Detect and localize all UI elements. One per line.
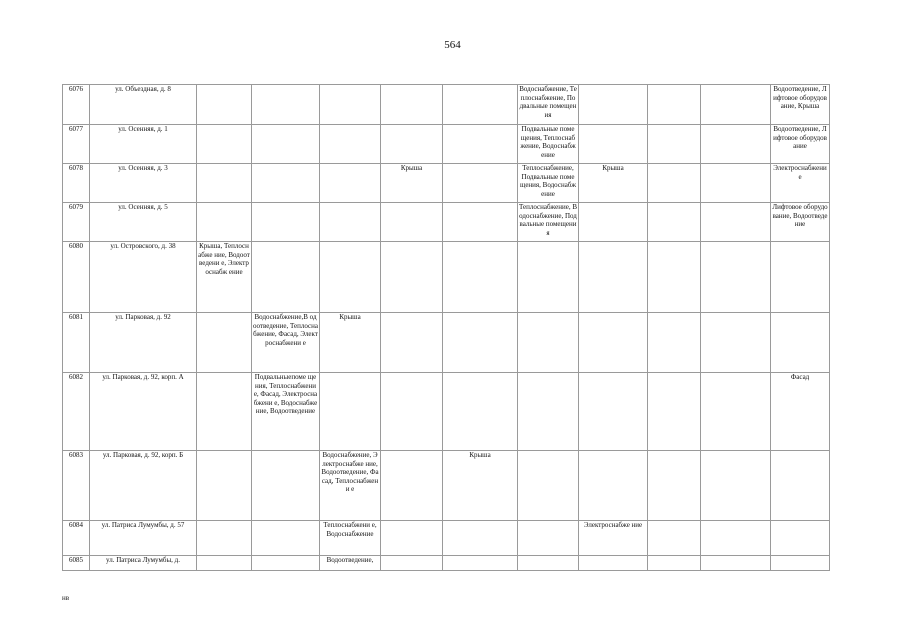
table-row	[63, 556, 889, 571]
address-cell: ул. Парковая, д. 92, корп. Б	[90, 451, 197, 521]
work-type-cell	[252, 125, 320, 164]
table-row	[63, 451, 889, 521]
repair-schedule-table	[62, 84, 889, 571]
row-number-cell: 6078	[63, 164, 90, 203]
work-type-cell	[579, 203, 648, 242]
work-type-cell	[320, 242, 381, 313]
address-cell: ул. Объездная, д. 8	[90, 85, 197, 125]
row-number-cell: 6080	[63, 242, 90, 313]
work-type-cell	[771, 242, 830, 313]
work-type-cell	[518, 451, 579, 521]
work-type-cell	[701, 242, 771, 313]
row-number-cell: 6082	[63, 373, 90, 451]
address-cell: ул. Патриса Лумумбы, д.	[90, 556, 197, 571]
work-type-cell	[381, 313, 443, 373]
work-type-cell: Крыша	[320, 313, 381, 373]
work-type-cell	[701, 313, 771, 373]
address-cell: ул. Островского, д. 38	[90, 242, 197, 313]
work-type-cell: Водоотведение,	[320, 556, 381, 571]
work-type-cell: Водоснабжение, Теплоснабжение, Подвальные помещения	[518, 85, 579, 125]
work-type-cell	[197, 373, 252, 451]
work-type-cell	[579, 373, 648, 451]
work-type-cell: Водоснабжение,В одоотведение, Теплоснабжение, Фасад, Электроснабжени е	[252, 313, 320, 373]
work-type-cell	[771, 521, 830, 556]
work-type-cell: Электроснабже ние	[579, 521, 648, 556]
address-cell: ул. Осенняя, д. 5	[90, 203, 197, 242]
work-type-cell: Фасад	[771, 373, 830, 451]
work-type-cell: Подвальныепоме щения, Теплоснабжение, Фасад, Электроснабжени е, Водоснабжение, Водоотведение	[252, 373, 320, 451]
work-type-cell: Крыша	[443, 451, 518, 521]
work-type-cell	[320, 203, 381, 242]
work-type-cell	[443, 521, 518, 556]
work-type-cell	[648, 242, 701, 313]
work-type-cell	[701, 521, 771, 556]
address-cell: ул. Осенняя, д. 3	[90, 164, 197, 203]
work-type-cell	[701, 556, 771, 571]
row-number-cell: 6079	[63, 203, 90, 242]
work-type-cell	[443, 85, 518, 125]
work-type-cell	[381, 203, 443, 242]
work-type-cell: Крыша, Теплоснабже ние, Водоотведени е, Электроснабж ение	[197, 242, 252, 313]
work-type-cell	[579, 125, 648, 164]
work-type-cell	[701, 373, 771, 451]
row-number-cell: 6077	[63, 125, 90, 164]
work-type-cell: Крыша	[381, 164, 443, 203]
work-type-cell	[252, 164, 320, 203]
work-type-cell	[381, 373, 443, 451]
table-row	[63, 242, 889, 313]
row-number-cell: 6084	[63, 521, 90, 556]
work-type-cell: Теплоснабжение, Водоснабжение, Подвальные помещения	[518, 203, 579, 242]
work-type-cell	[579, 85, 648, 125]
work-type-cell	[771, 556, 830, 571]
work-type-cell	[648, 556, 701, 571]
work-type-cell	[320, 125, 381, 164]
work-type-cell	[197, 521, 252, 556]
work-type-cell	[771, 451, 830, 521]
row-number-cell: 6076	[63, 85, 90, 125]
work-type-cell	[771, 313, 830, 373]
work-type-cell	[443, 556, 518, 571]
address-cell: ул. Парковая, д. 92	[90, 313, 197, 373]
work-type-cell	[381, 125, 443, 164]
work-type-cell: Водоотведение, Лифтовое оборудование	[771, 125, 830, 164]
address-cell: ул. Парковая, д. 92, корп. А	[90, 373, 197, 451]
work-type-cell	[197, 203, 252, 242]
work-type-cell: Водоснабжение, Электроснабже ние, Водоотведение, Фасад, Теплоснабжени е	[320, 451, 381, 521]
table-row	[63, 373, 889, 451]
work-type-cell	[320, 164, 381, 203]
work-type-cell	[197, 85, 252, 125]
work-type-cell	[252, 451, 320, 521]
work-type-cell: Водоотведение, Лифтовое оборудование, Крыша	[771, 85, 830, 125]
work-type-cell	[197, 556, 252, 571]
work-type-cell: Электроснабжение	[771, 164, 830, 203]
work-type-cell	[648, 313, 701, 373]
work-type-cell	[443, 242, 518, 313]
work-type-cell	[579, 451, 648, 521]
work-type-cell	[579, 313, 648, 373]
work-type-cell	[648, 125, 701, 164]
footer-mark: нв	[62, 594, 70, 602]
work-type-cell	[381, 556, 443, 571]
work-type-cell	[443, 373, 518, 451]
work-type-cell	[701, 451, 771, 521]
work-type-cell	[443, 313, 518, 373]
work-type-cell	[518, 521, 579, 556]
work-type-cell	[443, 203, 518, 242]
work-type-cell	[381, 521, 443, 556]
work-type-cell	[197, 125, 252, 164]
work-type-cell	[381, 451, 443, 521]
work-type-cell	[701, 125, 771, 164]
work-type-cell	[648, 521, 701, 556]
work-type-cell	[579, 556, 648, 571]
work-type-cell	[197, 451, 252, 521]
address-cell: ул. Патриса Лумумбы, д. 57	[90, 521, 197, 556]
work-type-cell	[648, 451, 701, 521]
work-type-cell	[381, 242, 443, 313]
work-type-cell	[197, 164, 252, 203]
work-type-cell	[518, 313, 579, 373]
work-type-cell	[518, 373, 579, 451]
work-type-cell	[252, 521, 320, 556]
work-type-cell	[252, 556, 320, 571]
table-row	[63, 164, 889, 203]
work-type-cell	[648, 203, 701, 242]
table-row	[63, 521, 889, 556]
work-type-cell	[320, 373, 381, 451]
table-row	[63, 85, 889, 125]
work-type-cell	[381, 85, 443, 125]
work-type-cell	[518, 556, 579, 571]
work-type-cell	[648, 373, 701, 451]
row-number-cell: 6083	[63, 451, 90, 521]
work-type-cell	[701, 85, 771, 125]
table-row	[63, 313, 889, 373]
work-type-cell: Лифтовое оборудование, Водоотведение	[771, 203, 830, 242]
work-type-cell	[443, 164, 518, 203]
row-number-cell: 6081	[63, 313, 90, 373]
work-type-cell	[443, 125, 518, 164]
work-type-cell	[648, 164, 701, 203]
address-cell: ул. Осенняя, д. 1	[90, 125, 197, 164]
work-type-cell: Теплоснабжени е, Водоснабжение	[320, 521, 381, 556]
work-type-cell	[648, 85, 701, 125]
work-type-cell	[252, 203, 320, 242]
work-type-cell: Теплоснабжение, Подвальные помещения, Водоснабжение	[518, 164, 579, 203]
work-type-cell	[252, 85, 320, 125]
page-number: 564	[444, 39, 461, 51]
work-type-cell	[252, 242, 320, 313]
work-type-cell: Подвальные помещения, Теплоснабжение, Водоснабжение	[518, 125, 579, 164]
work-type-cell	[701, 203, 771, 242]
work-type-cell	[518, 242, 579, 313]
table-row	[63, 125, 889, 164]
work-type-cell	[579, 242, 648, 313]
work-type-cell	[197, 313, 252, 373]
table-body	[63, 85, 889, 571]
table-row	[63, 203, 889, 242]
work-type-cell: Крыша	[579, 164, 648, 203]
row-number-cell: 6085	[63, 556, 90, 571]
work-type-cell	[320, 85, 381, 125]
work-type-cell	[701, 164, 771, 203]
